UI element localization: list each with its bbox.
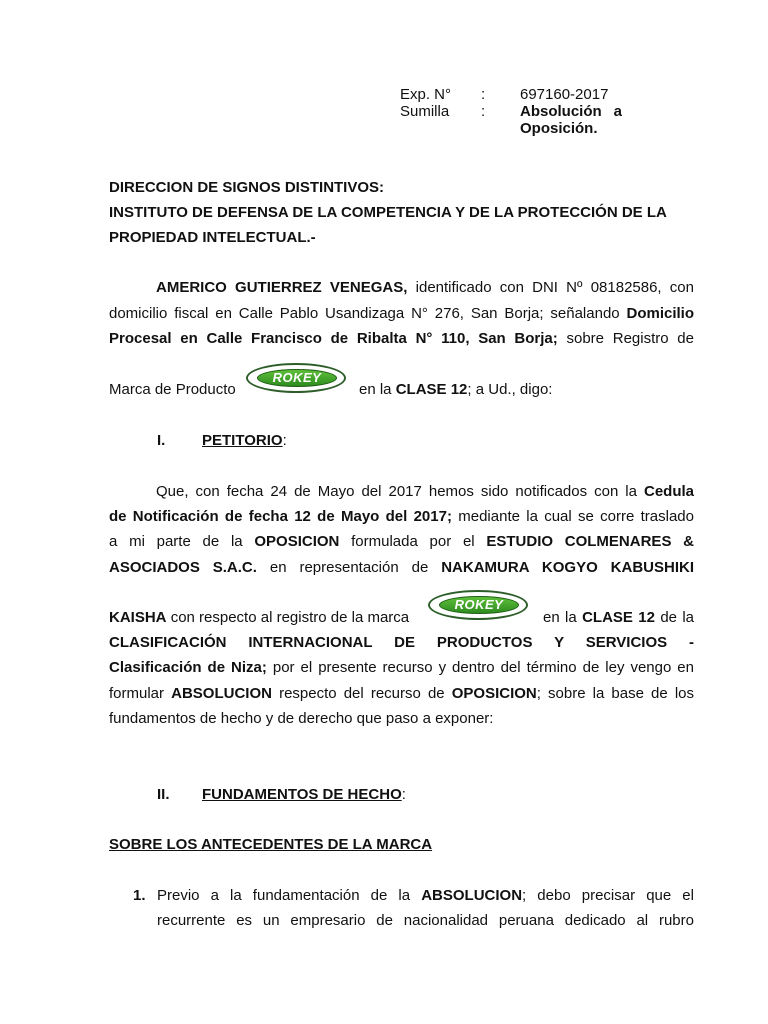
- item1-line1: Previo a la fundamentación de la ABSOLUCION; debo precisar que el: [157, 887, 694, 904]
- intro-line2: domicilio fiscal en Calle Pablo Usandizaga N° 276, San Borja; señalando Domicilio: [109, 305, 695, 322]
- petitorio-line8: formular ABSOLUCION respecto del recurso de OPOSICION; sobre la base de los: [109, 685, 695, 702]
- petitorio-line1: Que, con fecha 24 de Mayo del 2017 hemos sido notificados con la Cedula: [156, 483, 695, 500]
- applicant-name: AMERICO GUTIERREZ VENEGAS,: [156, 279, 408, 296]
- section2-heading: FUNDAMENTOS DE HECHO:: [202, 786, 406, 803]
- petitorio-line4: ASOCIADOS S.A.C. en representación de NAKAMURA KOGYO KABUSHIKI: [109, 559, 694, 576]
- sumilla-value-line1: Absolución a: [520, 103, 622, 120]
- rokey-logo-icon-2: ROKEY: [428, 590, 528, 620]
- exp-value: 697160-2017: [520, 86, 609, 103]
- sumilla-label: Sumilla: [400, 103, 450, 120]
- addressee-line2: INSTITUTO DE DEFENSA DE LA COMPETENCIA Y DE LA PROTECCIÓN DE LA: [109, 204, 667, 221]
- petitorio-line5-start: KAISHA con respecto al registro de la marca: [109, 609, 410, 626]
- section1-title: PETITORIO: [202, 432, 283, 449]
- petitorio-line3: a mi parte de la OPOSICION formulada por el ESTUDIO COLMENARES &: [109, 533, 695, 550]
- petitorio-line7: Clasificación de Niza; por el presente recurso y dentro del término de ley vengo en: [109, 659, 694, 676]
- section1-number: I.: [157, 432, 166, 449]
- subheading-antecedentes: SOBRE LOS ANTECEDENTES DE LA MARCA: [109, 836, 433, 853]
- petitorio-line9: fundamentos de hecho y de derecho que paso a exponer:: [109, 710, 494, 727]
- intro-line3: Procesal en Calle Francisco de Ribalta N° 110, San Borja; sobre Registro de: [109, 330, 694, 347]
- exp-colon: :: [481, 86, 486, 103]
- petitorio-line5-end: en la CLASE 12 de la: [543, 609, 695, 626]
- petitorio-line6: CLASIFICACIÓN INTERNACIONAL DE PRODUCTOS Y SERVICIOS -: [109, 634, 694, 651]
- intro-line4-end: en la CLASE 12; a Ud., digo:: [359, 381, 553, 398]
- intro-line1: AMERICO GUTIERREZ VENEGAS, identificado con DNI Nº 08182586, con: [156, 279, 694, 296]
- sumilla-value-line2: Oposición.: [520, 120, 598, 137]
- intro-line4-start: Marca de Producto: [109, 381, 236, 398]
- addressee-line1: DIRECCION DE SIGNOS DISTINTIVOS:: [109, 179, 385, 196]
- petitorio-line2: de Notificación de fecha 12 de Mayo del 2017; mediante la cual se corre traslado: [109, 508, 694, 525]
- rokey-logo: [246, 363, 346, 393]
- item1-line2: recurrente es un empresario de nacionalidad peruana dedicado al rubro: [157, 912, 694, 929]
- section1-heading: PETITORIO:: [202, 432, 287, 449]
- section2-title: FUNDAMENTOS DE HECHO: [202, 786, 402, 803]
- section2-number: II.: [157, 786, 170, 803]
- addressee-line3: PROPIEDAD INTELECTUAL.-: [109, 229, 316, 246]
- sumilla-colon: :: [481, 103, 486, 120]
- rokey-logo-2: [428, 590, 528, 620]
- item1-number: 1.: [133, 887, 146, 904]
- rokey-logo-icon: ROKEY: [246, 363, 346, 393]
- exp-label: Exp. N°: [400, 86, 452, 103]
